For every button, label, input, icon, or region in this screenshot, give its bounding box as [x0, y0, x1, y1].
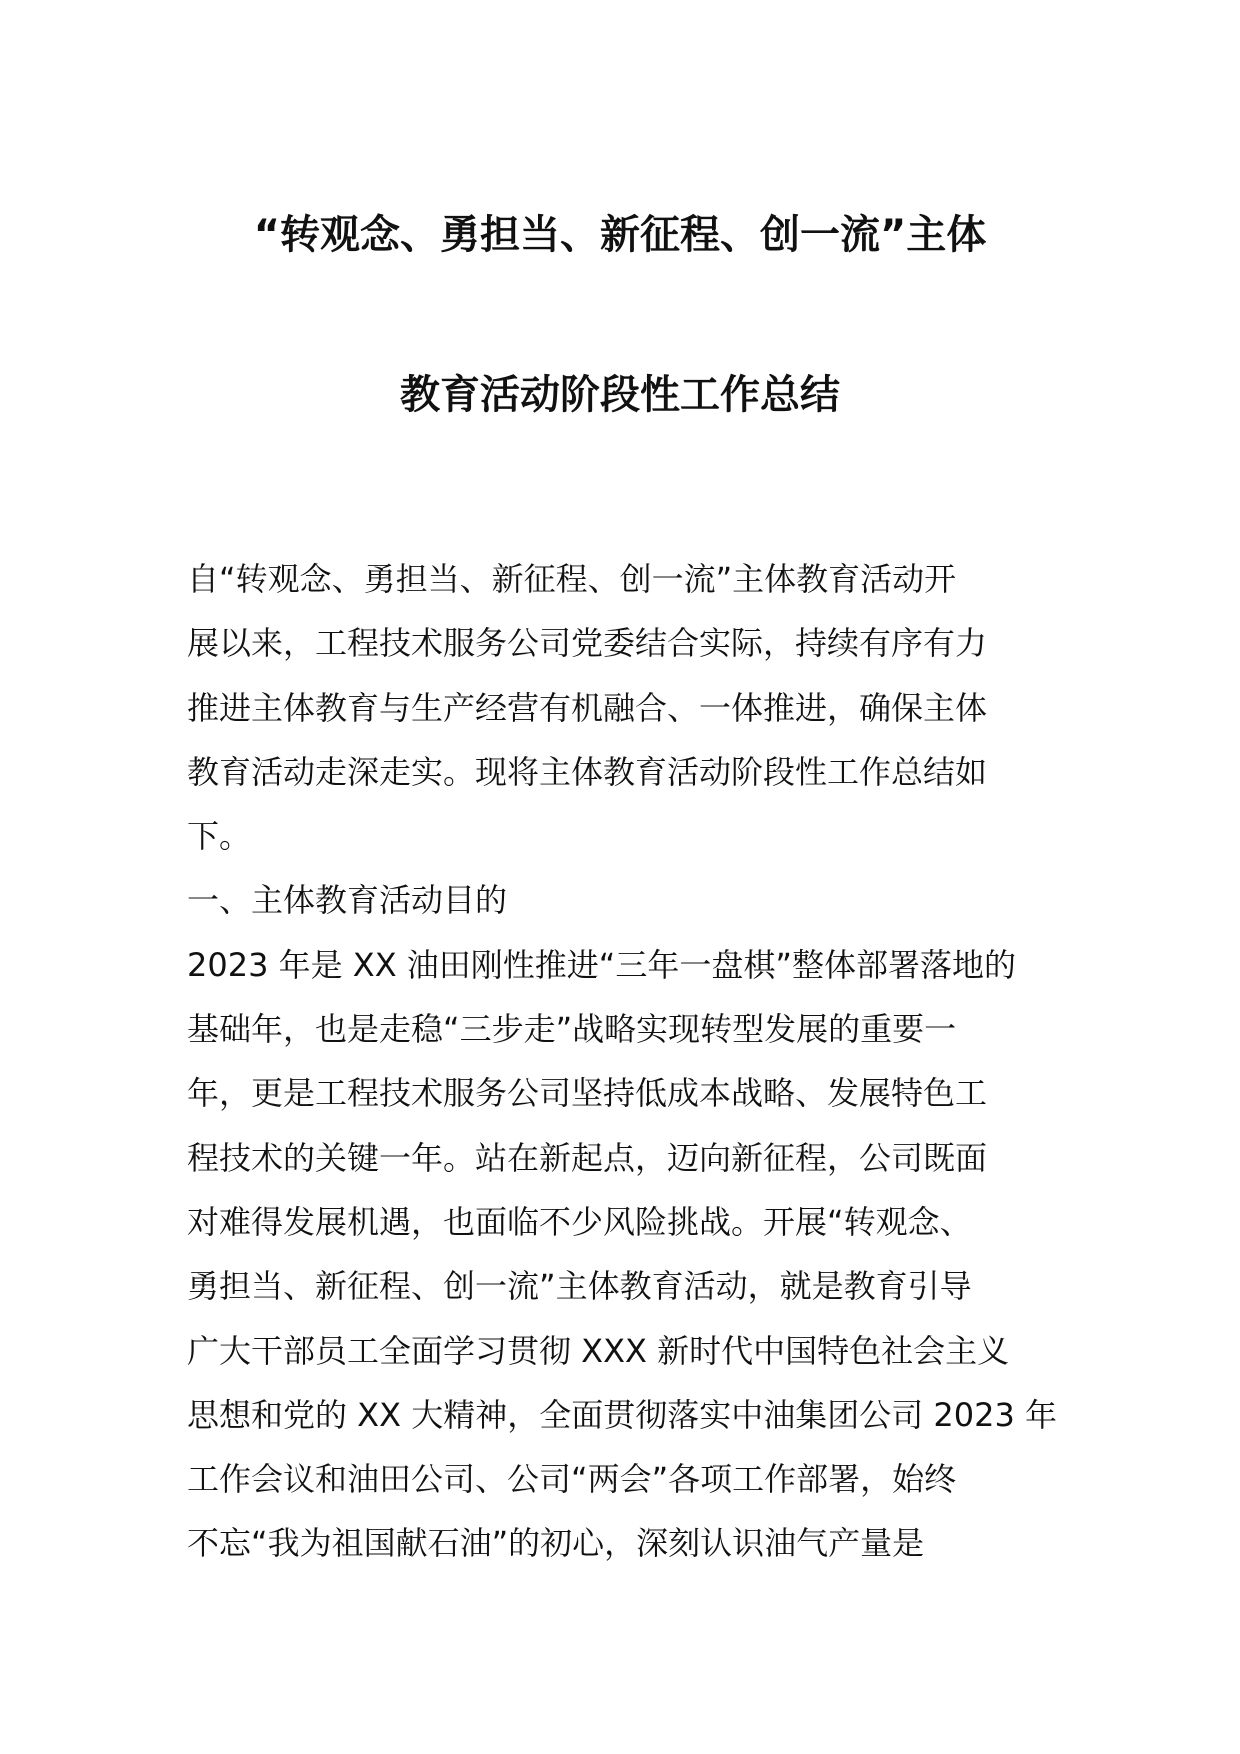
- body-line: 基础年，也是走稳“三步走”战略实现转型发展的重要一: [187, 1010, 957, 1049]
- body-line: 对难得发展机遇，也面临不少风险挑战。开展“转观念、: [187, 1202, 972, 1241]
- document-body: [187, 547, 1057, 1576]
- body-line: 工作会议和油田公司、公司“两会”各项工作部署，始终: [187, 1460, 957, 1499]
- body-line: 下。: [187, 817, 252, 856]
- body-line: 推进主体教育与生产经营有机融合、一体推进，确保主体: [187, 688, 988, 727]
- section-heading: 一、主体教育活动目的: [187, 881, 508, 920]
- document-title-line-1: “转观念、勇担当、新征程、创一流”主体: [253, 212, 987, 258]
- body-line: 广大干部员工全面学习贯彻 XXX 新时代中国特色社会主义: [187, 1331, 1010, 1370]
- body-line: 年，更是工程技术服务公司坚持低成本战略、发展特色工: [187, 1074, 988, 1113]
- body-line: 程技术的关键一年。站在新起点，迈向新征程，公司既面: [187, 1138, 988, 1177]
- body-line: 自“转观念、勇担当、新征程、创一流”主体教育活动开: [187, 560, 957, 598]
- body-line: 不忘“我为祖国献石油”的初心，深刻认识油气产量是: [187, 1524, 925, 1563]
- document-title-line-2: 教育活动阶段性工作总结: [400, 372, 840, 418]
- body-line: 勇担当、新征程、创一流”主体教育活动，就是教育引导: [187, 1267, 972, 1306]
- body-line: 思想和党的 XX 大精神，全面贯彻落实中油集团公司 2023 年: [187, 1395, 1057, 1434]
- body-line: 2023 年是 XX 油田刚性推进“三年一盘棋”整体部署落地的: [187, 945, 1016, 984]
- body-line: 教育活动走深走实。现将主体教育活动阶段性工作总结如: [187, 752, 988, 791]
- body-line: 展以来，工程技术服务公司党委结合实际，持续有序有力: [187, 624, 988, 663]
